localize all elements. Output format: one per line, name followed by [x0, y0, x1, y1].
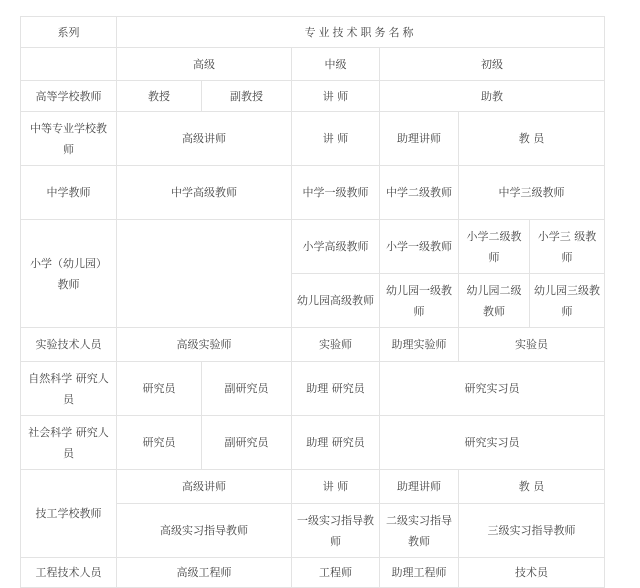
- title-cell: 讲 师: [292, 470, 380, 504]
- title-cell: 助理 研究员: [292, 416, 380, 470]
- series-name: 自然科学 研究人员: [21, 362, 117, 416]
- series-name: 工程技术人员: [21, 558, 117, 588]
- title-cell: 工程师: [292, 558, 380, 588]
- title-cell: 助理实验师: [380, 328, 459, 362]
- title-cell: 小学三 级教师: [530, 220, 605, 274]
- title-cell: 助理工程师: [380, 558, 459, 588]
- table-title: 专业技术职务名称: [117, 17, 605, 48]
- job-title-table: [20, 16, 605, 588]
- title-cell: 小学高级教师: [292, 220, 380, 274]
- title-cell: 三级实习指导教师: [459, 504, 605, 558]
- title-cell: 中学一级教师: [292, 166, 380, 220]
- title-cell: 幼儿园三级教师: [530, 274, 605, 328]
- series-header: 系列: [21, 17, 117, 48]
- title-cell: 二级实习指导教师: [380, 504, 459, 558]
- title-cell: 小学二级教师: [459, 220, 530, 274]
- title-cell: 一级实习指导教师: [292, 504, 380, 558]
- title-cell: 高级工程师: [117, 558, 292, 588]
- title-cell: 高级实验师: [117, 328, 292, 362]
- title-cell: 实验师: [292, 328, 380, 362]
- title-cell: 中学三级教师: [459, 166, 605, 220]
- title-cell: 幼儿园二级教师: [459, 274, 530, 328]
- series-name: 中等专业学校教师: [21, 112, 117, 166]
- title-cell: 小学一级教师: [380, 220, 459, 274]
- title-cell: 技术员: [459, 558, 605, 588]
- title-cell: 中学高级教师: [117, 166, 292, 220]
- title-cell: 实验员: [459, 328, 605, 362]
- title-cell: 研究实习员: [380, 416, 605, 470]
- title-cell: 副研究员: [202, 416, 292, 470]
- empty-cell: [21, 48, 117, 81]
- level-senior: 高级: [117, 48, 292, 81]
- title-cell: 研究员: [117, 362, 202, 416]
- level-middle: 中级: [292, 48, 380, 81]
- title-cell: 高级讲师: [117, 470, 292, 504]
- empty-cell: [117, 220, 292, 328]
- title-cell: 幼儿园一级教师: [380, 274, 459, 328]
- series-name: 社会科学 研究人员: [21, 416, 117, 470]
- title-cell: 幼儿园高级教师: [292, 274, 380, 328]
- title-cell: 高级实习指导教师: [117, 504, 292, 558]
- title-cell: 研究实习员: [380, 362, 605, 416]
- level-junior: 初级: [380, 48, 605, 81]
- title-cell: 教 员: [459, 470, 605, 504]
- title-cell: 讲 师: [292, 81, 380, 112]
- series-name: 中学教师: [21, 166, 117, 220]
- title-cell: 副研究员: [202, 362, 292, 416]
- series-name: 小学（幼儿园）教师: [21, 220, 117, 328]
- title-cell: 副教授: [202, 81, 292, 112]
- title-cell: 助理 研究员: [292, 362, 380, 416]
- title-cell: 教 员: [459, 112, 605, 166]
- title-cell: 高级讲师: [117, 112, 292, 166]
- title-cell: 助理讲师: [380, 112, 459, 166]
- series-name: 高等学校教师: [21, 81, 117, 112]
- title-cell: 研究员: [117, 416, 202, 470]
- series-name: 实验技术人员: [21, 328, 117, 362]
- title-cell: 讲 师: [292, 112, 380, 166]
- title-cell: 助教: [380, 81, 605, 112]
- title-cell: 助理讲师: [380, 470, 459, 504]
- series-name: 技工学校教师: [21, 470, 117, 558]
- title-cell: 中学二级教师: [380, 166, 459, 220]
- title-cell: 教授: [117, 81, 202, 112]
